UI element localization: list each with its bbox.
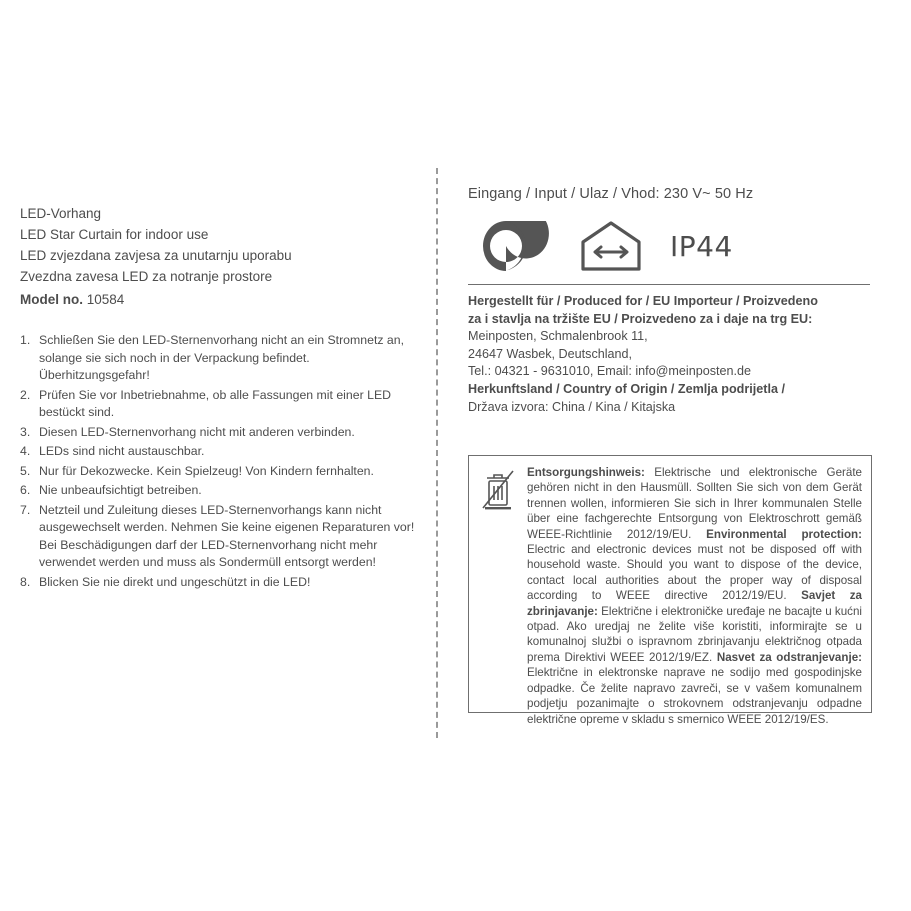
- list-item: [20, 332, 420, 385]
- product-title-en: LED Star Curtain for indoor use: [20, 227, 209, 242]
- product-title-hr: LED zvjezdana zavjesa za unutarnju uporabu: [20, 248, 292, 263]
- right-column: [468, 186, 878, 416]
- list-item: [20, 387, 420, 422]
- list-item-number: 4.: [20, 444, 31, 458]
- model-number-row: [20, 290, 420, 310]
- weee-heading-de: Entsorgungshinweis:: [527, 466, 645, 479]
- list-item-number: 2.: [20, 387, 31, 402]
- weee-body-en: Electric and electronic devices must not be disposed off with household waste. Should you want to dispose of the device, contact local authorities about the proper way of disposal according to WEEE directive 2012/19/EU.: [527, 543, 862, 603]
- producer-line-1: Hergestellt für / Produced for / EU Importeur / Proizvedeno: [468, 294, 818, 308]
- crossed-out-wheelie-bin-icon: [481, 468, 515, 512]
- model-label: Model no.: [20, 292, 83, 307]
- indoor-use-house-icon: [578, 220, 644, 272]
- list-item-text: Nur für Dekozwecke. Kein Spielzeug! Von Kindern fernhalten.: [39, 463, 374, 478]
- product-titles: [20, 203, 420, 287]
- model-value: 10584: [86, 292, 125, 307]
- list-item: [20, 574, 420, 592]
- producer-line-6: Herkunftsland / Country of Origin / Zemlja podrijetla /: [468, 381, 785, 396]
- weee-heading-en: Environmental protection:: [706, 527, 862, 541]
- weee-heading-sl: Nasvet za odstranjevanje:: [716, 650, 862, 664]
- horizontal-rule: [468, 284, 870, 285]
- list-item-text: Netzteil und Zuleitung dieses LED-Sternenvorhangs kann nicht ausgewechselt werden. Nehmen Sie keine eigenen Reparaturen vor! Bei Beschädigungen darf der LED-Sternenvorhang nicht mehr verwendet werden und muss als Sondermüll entsorgt werden!: [39, 502, 415, 569]
- weee-text: [527, 465, 862, 727]
- list-item-number: 3.: [20, 424, 31, 439]
- producer-block: [468, 293, 878, 416]
- producer-line-3: Meinposten, Schmalenbrook 11,: [468, 329, 648, 344]
- list-item-number: 8.: [20, 574, 31, 589]
- weee-body-sl: Električne in elektronske naprave ne sodijo med gospodinjske odpadke. Če želite napravo zavreči, se v vašem komunalnem podjetju pozanimajte o strokovnem odstranjevanju odpadne električne opreme v skladu s smernico WEEE 2012/19/ES.: [527, 666, 862, 726]
- ce-mark-icon: [470, 221, 552, 271]
- list-item: [20, 424, 420, 442]
- certification-marks: [468, 218, 878, 274]
- producer-line-5: Tel.: 04321 - 9631010, Email: info@meinposten.de: [468, 364, 752, 379]
- product-title-sl: Zvezdna zavesa LED za notranje prostore: [20, 269, 273, 284]
- list-item: [20, 502, 420, 572]
- list-item-text: LEDs sind nicht austauschbar.: [39, 444, 205, 458]
- weee-heading-hr: Savjet za zbrinjavanje:: [527, 589, 862, 618]
- list-item-text: Blicken Sie nie direkt und ungeschützt in die LED!: [39, 574, 311, 589]
- producer-line-2: za i stavlja na tržište EU / Proizvedeno za i daje na trg EU:: [468, 311, 813, 326]
- input-rating-line: Eingang / Input / Ulaz / Vhod: 230 V~ 50 Hz: [468, 186, 754, 202]
- ip-rating-label: IP44: [670, 229, 733, 263]
- left-column: [20, 203, 420, 593]
- list-item: [20, 443, 420, 461]
- weee-body-de: Elektrische und elektronische Geräte gehören nicht in den Hausmüll. Sollten Sie sich von dem Gerät trennen wollen, informieren Sie sich in Ihrer kommunalen Stelle über eine fachgerechte Entsorgung von Elektroschrott gemäß WEEE-Richtlinie 2012/19/EU.: [527, 466, 862, 541]
- list-item: [20, 482, 420, 500]
- warnings-list: [20, 332, 420, 591]
- list-item: [20, 463, 420, 481]
- weee-disposal-box: [468, 455, 872, 726]
- list-item-number: 6.: [20, 483, 31, 497]
- weee-body-hr: Električne i elektroničke uređaje ne bacajte u kućni otpad. Ako uredjaj ne želite više koristiti, informirajte se u komunalnoj službi o ispravnom zbrinjavanju električnog otpada prema Direktivi WEEE 2012/19/EZ.: [527, 604, 862, 664]
- producer-line-4: 24647 Wasbek, Deutschland,: [468, 346, 633, 361]
- list-item-number: 5.: [20, 463, 31, 478]
- list-item-text: Nie unbeaufsichtigt betreiben.: [39, 483, 202, 497]
- list-item-text: Prüfen Sie vor Inbetriebnahme, ob alle Fassungen mit einer LED bestückt sind.: [39, 387, 392, 419]
- list-item-number: 7.: [20, 502, 31, 517]
- list-item-number: 1.: [20, 333, 31, 347]
- list-item-text: Diesen LED-Sternenvorhang nicht mit anderen verbinden.: [39, 424, 355, 439]
- product-title-de: LED-Vorhang: [20, 206, 102, 221]
- producer-line-7: Država izvora: China / Kina / Kitajska: [468, 399, 676, 414]
- list-item-text: Schließen Sie den LED-Sternenvorhang nicht an ein Stromnetz an, solange sie sich noch in der Verpackung befindet. Überhitzungsgefahr!: [39, 333, 405, 382]
- column-divider: [436, 168, 438, 738]
